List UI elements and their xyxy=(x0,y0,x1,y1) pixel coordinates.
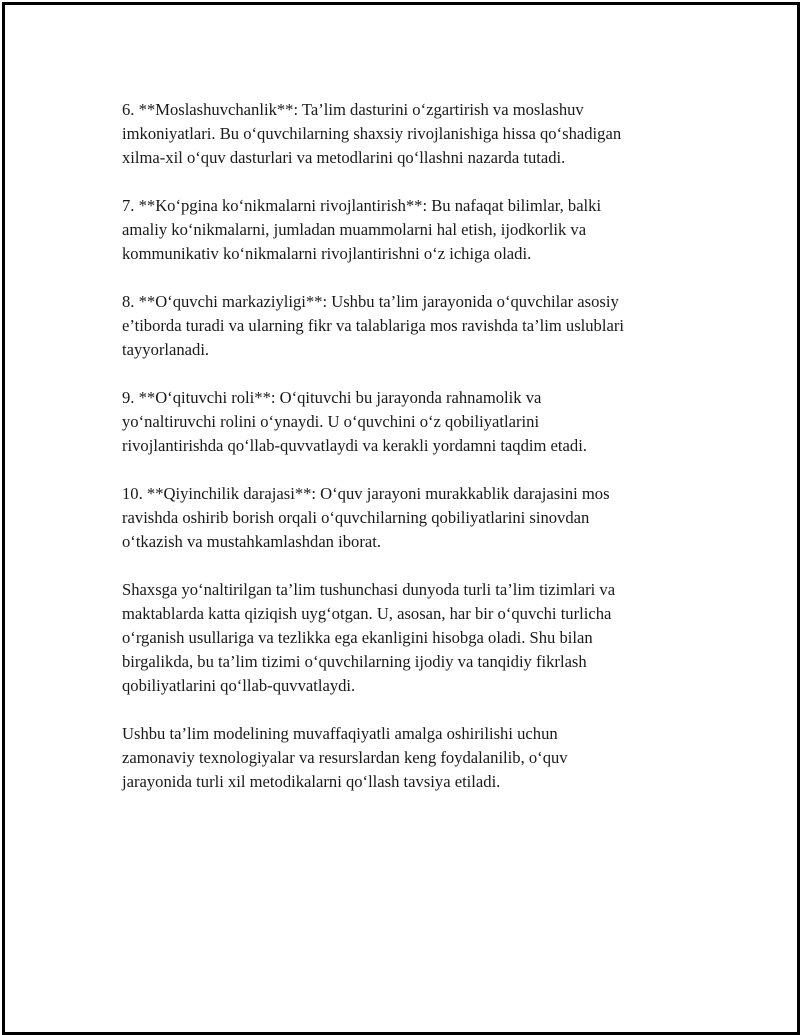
paragraph-item-9: 9. **O‘qituvchi roli**: O‘qituvchi bu jarayonda rahnamolik va yo‘naltiruvchi rolini o‘ynaydi. U o‘quvchini o‘z qobiliyatlarini rivojlantirishda qo‘llab-quvvatlaydi va kerakli yordamni taqdim etadi. xyxy=(122,388,587,455)
paragraph-conclusion: Ushbu ta’lim modelining muvaffaqiyatli amalga oshirilishi uchun zamonaviy texnologiyalar va resurslardan keng foydalanilib, o‘quv jarayonida turli xil metodikalarni qo‘llash tavsiya etiladi. xyxy=(122,724,568,791)
page-frame xyxy=(2,2,800,1035)
paragraph-item-8: 8. **O‘quvchi markaziyligi**: Ushbu ta’lim jarayonida o‘quvchilar asosiy e’tiborda turadi va ularning fikr va talablariga mos ravishda ta’lim uslublari tayyorlanadi. xyxy=(122,292,624,359)
paragraph-summary: Shaxsga yo‘naltirilgan ta’lim tushunchasi dunyoda turli ta’lim tizimlari va maktablarda katta qiziqish uyg‘otgan. U, asosan, har bir o‘quvchi turlicha o‘rganish usullariga va tezlikka ega ekanligini hisobga oladi. Shu bilan birgalikda, bu ta’lim tizimi o‘quvchilarning ijodiy va tanqidiy fikrlash qobiliyatlarini qo‘llab-quvvatlaydi. xyxy=(122,580,616,695)
document-body xyxy=(122,98,697,818)
paragraph-item-10: 10. **Qiyinchilik darajasi**: O‘quv jarayoni murakkablik darajasini mos ravishda oshirib borish orqali o‘quvchilarning qobiliyatlarini sinovdan o‘tkazish va mustahkamlashdan iborat. xyxy=(122,484,610,551)
paragraph-item-6: 6. **Moslashuvchanlik**: Ta’lim dasturini o‘zgartirish va moslashuv imkoniyatlari. Bu o‘quvchilarning shaxsiy rivojlanishiga hissa qo‘shadigan xilma-xil o‘quv dasturlari va metodlarini qo‘llashni nazarda tutadi. xyxy=(122,100,622,167)
paragraph-item-7: 7. **Ko‘pgina ko‘nikmalarni rivojlantirish**: Bu nafaqat bilimlar, balki amaliy ko‘nikmalarni, jumladan muammolarni hal etish, ijodkorlik va kommunikativ ko‘nikmalarni rivojlantirishni o‘z ichiga oladi. xyxy=(122,196,602,263)
